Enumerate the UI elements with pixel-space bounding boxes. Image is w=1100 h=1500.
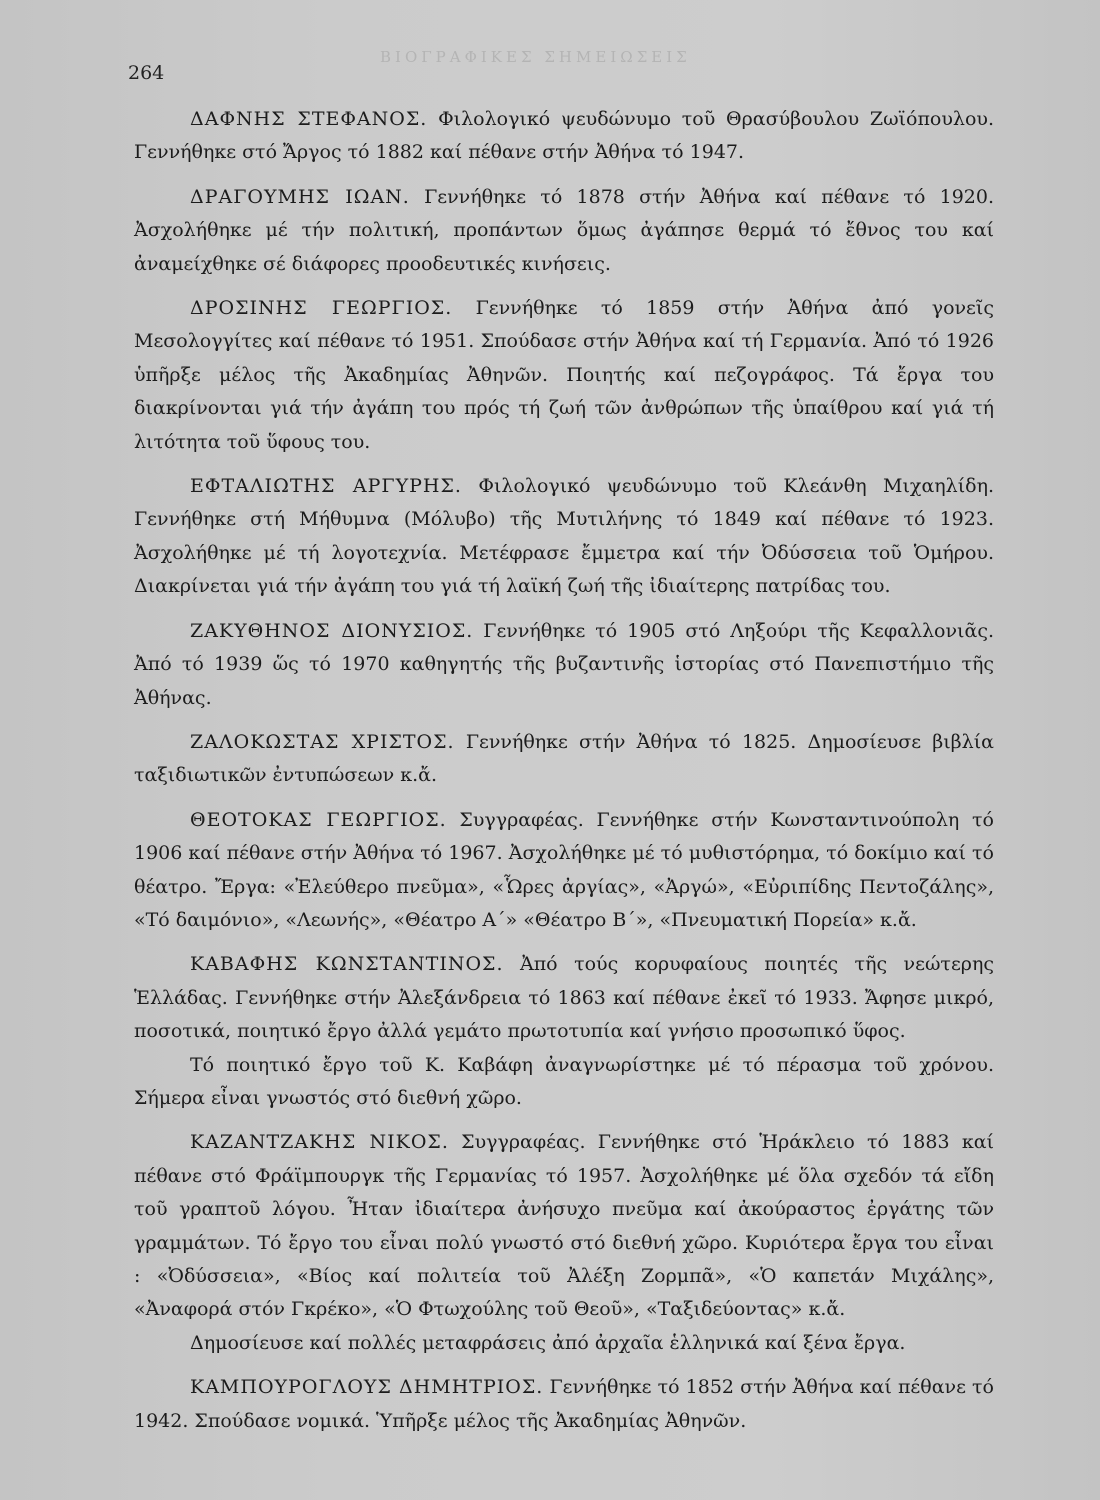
entry-text: Φιλολογικό ψευδώνυμο τοῦ Θρασύβουλου Ζωϊόπουλου. Γεννήθηκε στό Ἄργος τό 1882 καί πέθανε στήν Ἀθήνα τό 1947.	[134, 108, 994, 164]
entry-theotokas	[134, 804, 994, 938]
entry-name: ΔΑΦΝΗΣ ΣΤΕΦΑΝΟΣ.	[190, 108, 428, 130]
entry-zalokostas	[134, 726, 994, 793]
entry-kavafis	[134, 948, 994, 1048]
bleed-through-header: ΒΙΟΓΡΑΦΙΚΕΣ ΣΗΜΕΙΩΣΕΙΣ	[380, 48, 691, 66]
entry-dragoumis	[134, 181, 994, 281]
entry-text: Συγγραφέας. Γεννήθηκε στήν Κωνσταντινούπολη τό 1906 καί πέθανε στήν Ἀθήνα τό 1967. Ἀσχολήθηκε μέ τό μυθιστόρημα, τό δοκίμιο καί τό θέατρο. Ἔργα: «Ἐλεύθερο πνεῦμα», «Ὧρες ἀργίας», «Ἀργώ», «Εὐριπίδης Πεντοζάλης», «Τό δαιμόνιο», «Λεωνής», «Θέατρο Α΄» «Θέατρο Β΄», «Πνευματική Πορεία» κ.ἄ.	[134, 808, 994, 931]
entry-kazantzakis	[134, 1126, 994, 1326]
entry-name: ΔΡΑΓΟΥΜΗΣ ΙΩΑΝ.	[190, 185, 410, 208]
entry-text: Γεννήθηκε τό 1878 στήν Ἀθήνα καί πέθανε τό 1920. Ἀσχολήθηκε μέ τήν πολιτική, προπάντων ὅμως ἀγάπησε θερμά τό ἔθνος του καί ἀναμείχθηκε σέ διάφορες προοδευτικές κινήσεις.	[134, 185, 994, 275]
entry-dafnis	[134, 103, 994, 170]
entry-text: Γεννήθηκε τό 1852 στήν Ἀθήνα καί πέθανε τό 1942. Σπούδασε νομικά. Ὑπῆρξε μέλος τῆς Ἀκαδημίας Ἀθηνῶν.	[134, 1376, 994, 1432]
entry-eftaliotis	[134, 470, 994, 604]
entry-name: ΔΡΟΣΙΝΗΣ ΓΕΩΡΓΙΟΣ.	[190, 297, 453, 320]
entry-drosinis	[134, 292, 994, 459]
entry-kampouroglous	[134, 1371, 994, 1438]
entry-zakythinos	[134, 615, 994, 715]
entry-name: ΚΑΜΠΟΥΡΟΓΛΟΥΣ ΔΗΜΗΤΡΙΟΣ.	[190, 1376, 544, 1399]
entry-text: Γεννήθηκε στήν Ἀθήνα τό 1825. Δημοσίευσε βιβλία ταξιδιωτικῶν ἐντυπώσεων κ.ἄ.	[134, 730, 994, 787]
entry-name: ΖΑΚΥΘΗΝΟΣ ΔΙΟΝΥΣΙΟΣ.	[190, 619, 474, 642]
entry-text: Γεννήθηκε τό 1859 στήν Ἀθήνα ἀπό γονεῖς Μεσολογγίτες καί πέθανε τό 1951. Σπούδασε στήν Ἀθήνα καί τή Γερμανία. Ἀπό τό 1926 ὑπῆρξε μέλος τῆς Ἀκαδημίας Ἀθηνῶν. Ποιητής καί πεζογράφος. Τά ἔργα του διακρίνονται γιά τήν ἀγάπη του πρός τή ζωή τῶν ἀνθρώπων τῆς ὑπαίθρου καί γιά τή λιτότητα τοῦ ὕφους του.	[134, 297, 994, 453]
biography-list	[134, 103, 994, 1449]
entry-name: ΘΕΟΤΟΚΑΣ ΓΕΩΡΓΙΟΣ.	[190, 808, 447, 831]
entry-kazantzakis-extra: Δημοσίευσε καί πολλές μεταφράσεις ἀπό ἀρχαῖα ἑλληνικά καί ξένα ἔργα.	[190, 1331, 906, 1354]
entry-text: Ἀπό τούς κορυφαίους ποιητές τῆς νεώτερης Ἑλλάδας. Γεννήθηκε στήν Ἀλεξάνδρεια τό 1863 καί πέθανε ἐκεῖ τό 1933. Ἄφησε μικρό, ποσοτικά, ποιητικό ἔργο ἀλλά γεμάτο πρωτοτυπία καί γνήσιο προσωπικό ὕφος.	[134, 953, 994, 1043]
entry-kavafis-extra: Τό ποιητικό ἔργο τοῦ Κ. Καβάφη ἀναγνωρίστηκε μέ τό πέρασμα τοῦ χρόνου. Σήμερα εἶναι γνωστός στό διεθνή χῶρο.	[134, 1053, 994, 1109]
entry-text: Γεννήθηκε τό 1905 στό Ληξούρι τῆς Κεφαλλονιᾶς. Ἀπό τό 1939 ὥς τό 1970 καθηγητής τῆς βυζαντινῆς ἱστορίας στό Πανεπιστήμιο τῆς Ἀθήνας.	[134, 619, 994, 709]
entry-name: ΖΑΛΟΚΩΣΤΑΣ ΧΡΙΣΤΟΣ.	[190, 730, 455, 753]
page-number: 264	[128, 62, 165, 84]
entry-name: ΕΦΤΑΛΙΩΤΗΣ ΑΡΓΥΡΗΣ.	[190, 475, 462, 498]
entry-text: Συγγραφέας. Γεννήθηκε στό Ἡράκλειο τό 1883 καί πέθανε στό Φράϊμπουργκ τῆς Γερμανίας τό 1957. Ἀσχολήθηκε μέ ὅλα σχεδόν τά εἴδη τοῦ γραπτοῦ λόγου. Ἦταν ἰδιαίτερα ἀνήσυχο πνεῦμα καί ἀκούραστος ἐργάτης τῶν γραμμάτων. Τό ἔργο του εἶναι πολύ γνωστό στό διεθνή χῶρο. Κυριότερα ἔργα του εἶναι : «Ὀδύσσεια», «Βίος καί πολιτεία τοῦ Ἀλέξη Ζορμπᾶ», «Ὁ καπετάν Μιχάλης», «Ἀναφορά στόν Γκρέκο», «Ὁ Φτωχούλης τοῦ Θεοῦ», «Ταξιδεύοντας» κ.ἄ.	[134, 1131, 994, 1321]
entry-name: ΚΑΖΑΝΤΖΑΚΗΣ ΝΙΚΟΣ.	[190, 1131, 449, 1154]
entry-name: ΚΑΒΑΦΗΣ ΚΩΝΣΤΑΝΤΙΝΟΣ.	[190, 953, 504, 976]
entry-text: Φιλολογικό ψευδώνυμο τοῦ Κλεάνθη Μιχαηλίδη. Γεννήθηκε στή Μήθυμνα (Μόλυβο) τῆς Μυτιλήνης τό 1849 καί πέθανε τό 1923. Ἀσχολήθηκε μέ τή λογοτεχνία. Μετέφρασε ἔμμετρα καί τήν Ὀδύσσεια τοῦ Ὁμήρου. Διακρίνεται γιά τήν ἀγάπη του γιά τή λαϊκή ζωή τῆς ἰδιαίτερης πατρίδας του.	[134, 475, 995, 598]
